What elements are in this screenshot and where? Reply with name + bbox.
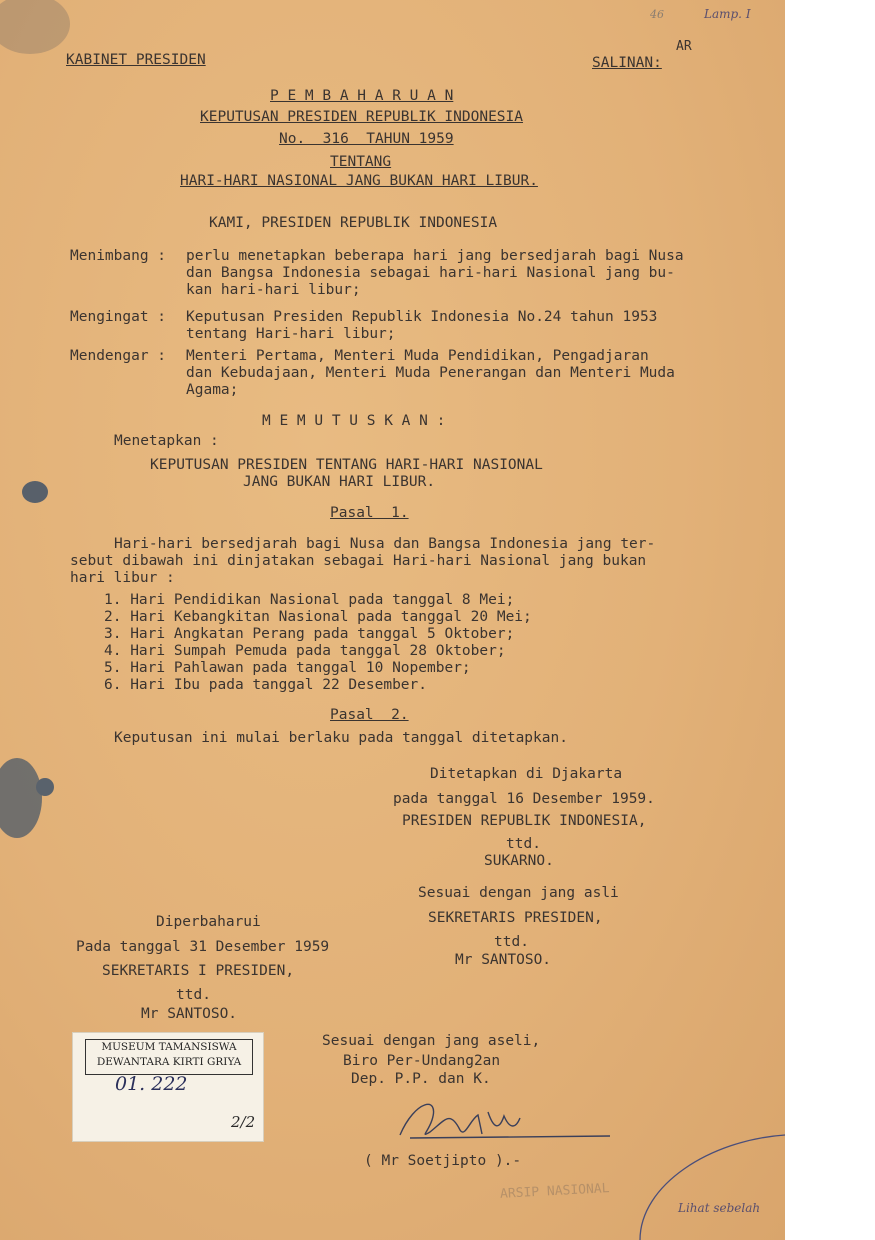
museum-label xyxy=(72,1032,264,1142)
punch-hole-mid xyxy=(22,481,48,503)
copy-secretary-name: Mr SANTOSO. xyxy=(455,952,552,968)
water-stain-top-left xyxy=(0,0,70,54)
menimbang-line: dan Bangsa Indonesia sebagai hari-hari Nasional jang bu- xyxy=(186,265,675,281)
renewal-line2: Pada tanggal 31 Desember 1959 xyxy=(76,939,330,955)
copy-secretary-ttd: ttd. xyxy=(494,934,529,950)
signature-place: Ditetapkan di Djakarta xyxy=(430,766,623,782)
renewal-line3: SEKRETARIS I PRESIDEN, xyxy=(102,963,295,979)
punch-hole-low xyxy=(0,758,42,838)
menimbang-label: Menimbang : xyxy=(70,248,167,264)
menimbang-line: kan hari-hari libur; xyxy=(186,282,361,298)
signature-date: pada tanggal 16 Desember 1959. xyxy=(393,791,655,807)
title-line1: P E M B A H A R U A N xyxy=(270,88,454,104)
menimbang-line: perlu menetapkan beberapa hari jang bersedjarah bagi Nusa xyxy=(186,248,684,264)
pasal1-heading: Pasal 1. xyxy=(330,505,409,521)
copy-mark: SALINAN: xyxy=(592,55,662,71)
mengingat-line: Keputusan Presiden Republik Indonesia No.24 tahun 1953 xyxy=(186,309,658,325)
holiday-item: 4. Hari Sumpah Pemuda pada tanggal 28 Oktober; xyxy=(104,643,506,659)
copy-bureau-line1: Sesuai dengan jang aseli, xyxy=(322,1033,541,1049)
pasal2-text: Keputusan ini mulai berlaku pada tanggal ditetapkan. xyxy=(114,730,568,746)
title-about: TENTANG xyxy=(330,154,392,170)
renewal-ttd: ttd. xyxy=(176,987,211,1003)
menetapkan-label: Menetapkan : xyxy=(114,433,219,449)
pasal1-intro-line: hari libur : xyxy=(70,570,175,586)
copy-bureau-line3: Dep. P.P. dan K. xyxy=(351,1071,491,1087)
copy-secretary-line1: Sesuai dengan jang asli xyxy=(418,885,619,901)
pasal1-intro-line: sebut dibawah ini dinjatakan sebagai Hari-hari Nasional jang bukan xyxy=(70,553,647,569)
issuer: KAMI, PRESIDEN REPUBLIK INDONESIA xyxy=(209,215,498,231)
renewal-line1: Diperbaharui xyxy=(156,914,261,930)
museum-label-line2: DEWANTARA KIRTI GRIYA xyxy=(96,1056,242,1068)
mendengar-line: Agama; xyxy=(186,382,239,398)
mendengar-label: Mendengar : xyxy=(70,348,167,364)
margin-note: Lihat sebelah xyxy=(678,1201,761,1215)
holiday-item: 1. Hari Pendidikan Nasional pada tanggal 8 Mei; xyxy=(104,592,515,608)
museum-label-code: 01. 222 xyxy=(115,1073,188,1095)
museum-label-line1: MUSEUM TAMANSISWA xyxy=(101,1041,237,1053)
faint-stamp-text: ARSIP NASIONAL xyxy=(499,1181,610,1202)
pasal1-intro-line: Hari-hari bersedjarah bagi Nusa dan Bangsa Indonesia jang ter- xyxy=(114,536,656,552)
initials: AR xyxy=(676,39,692,54)
holiday-item: 3. Hari Angkatan Perang pada tanggal 5 Oktober; xyxy=(104,626,515,642)
renewal-name: Mr SANTOSO. xyxy=(141,1006,238,1022)
holiday-item: 2. Hari Kebangkitan Nasional pada tanggal 20 Mei; xyxy=(104,609,532,625)
decision-heading: M E M U T U S K A N : xyxy=(262,413,446,429)
bureau-signatory: ( Mr Soetjipto ).- xyxy=(364,1153,522,1169)
punch-hole-low-dot xyxy=(36,778,54,796)
copy-secretary-line2: SEKRETARIS PRESIDEN, xyxy=(428,910,603,926)
mendengar-line: Menteri Pertama, Menteri Muda Pendidikan, Pengadjaran xyxy=(186,348,649,364)
handwritten-signature xyxy=(370,1090,620,1150)
signature-office: PRESIDEN REPUBLIK INDONESIA, xyxy=(402,813,647,829)
mengingat-line: tentang Hari-hari libur; xyxy=(186,326,396,342)
decision-title-line1: KEPUTUSAN PRESIDEN TENTANG HARI-HARI NASIONAL xyxy=(150,457,543,473)
decree-number: No. 316 TAHUN 1959 xyxy=(279,131,454,147)
decision-title-line2: JANG BUKAN HARI LIBUR. xyxy=(243,474,436,490)
corner-note: Lamp. I xyxy=(704,7,751,21)
museum-label-fraction: 2/2 xyxy=(231,1113,256,1131)
signature-ttd: ttd. xyxy=(506,836,541,852)
corner-number: 46 xyxy=(650,8,664,21)
museum-label-header xyxy=(85,1039,253,1075)
mendengar-line: dan Kebudajaan, Menteri Muda Penerangan dan Menteri Muda xyxy=(186,365,675,381)
title-line2: KEPUTUSAN PRESIDEN REPUBLIK INDONESIA xyxy=(200,109,524,125)
holiday-item: 6. Hari Ibu pada tanggal 22 Desember. xyxy=(104,677,428,693)
mengingat-label: Mengingat : xyxy=(70,309,167,325)
signatory-name: SUKARNO. xyxy=(484,853,554,869)
holiday-item: 5. Hari Pahlawan pada tanggal 10 Nopember; xyxy=(104,660,471,676)
office-header: KABINET PRESIDEN xyxy=(66,52,206,68)
copy-bureau-line2: Biro Per-Undang2an xyxy=(343,1053,501,1069)
margin-pen-curve xyxy=(600,1125,785,1240)
decree-subject: HARI-HARI NASIONAL JANG BUKAN HARI LIBUR. xyxy=(180,173,538,189)
pasal2-heading: Pasal 2. xyxy=(330,707,409,723)
